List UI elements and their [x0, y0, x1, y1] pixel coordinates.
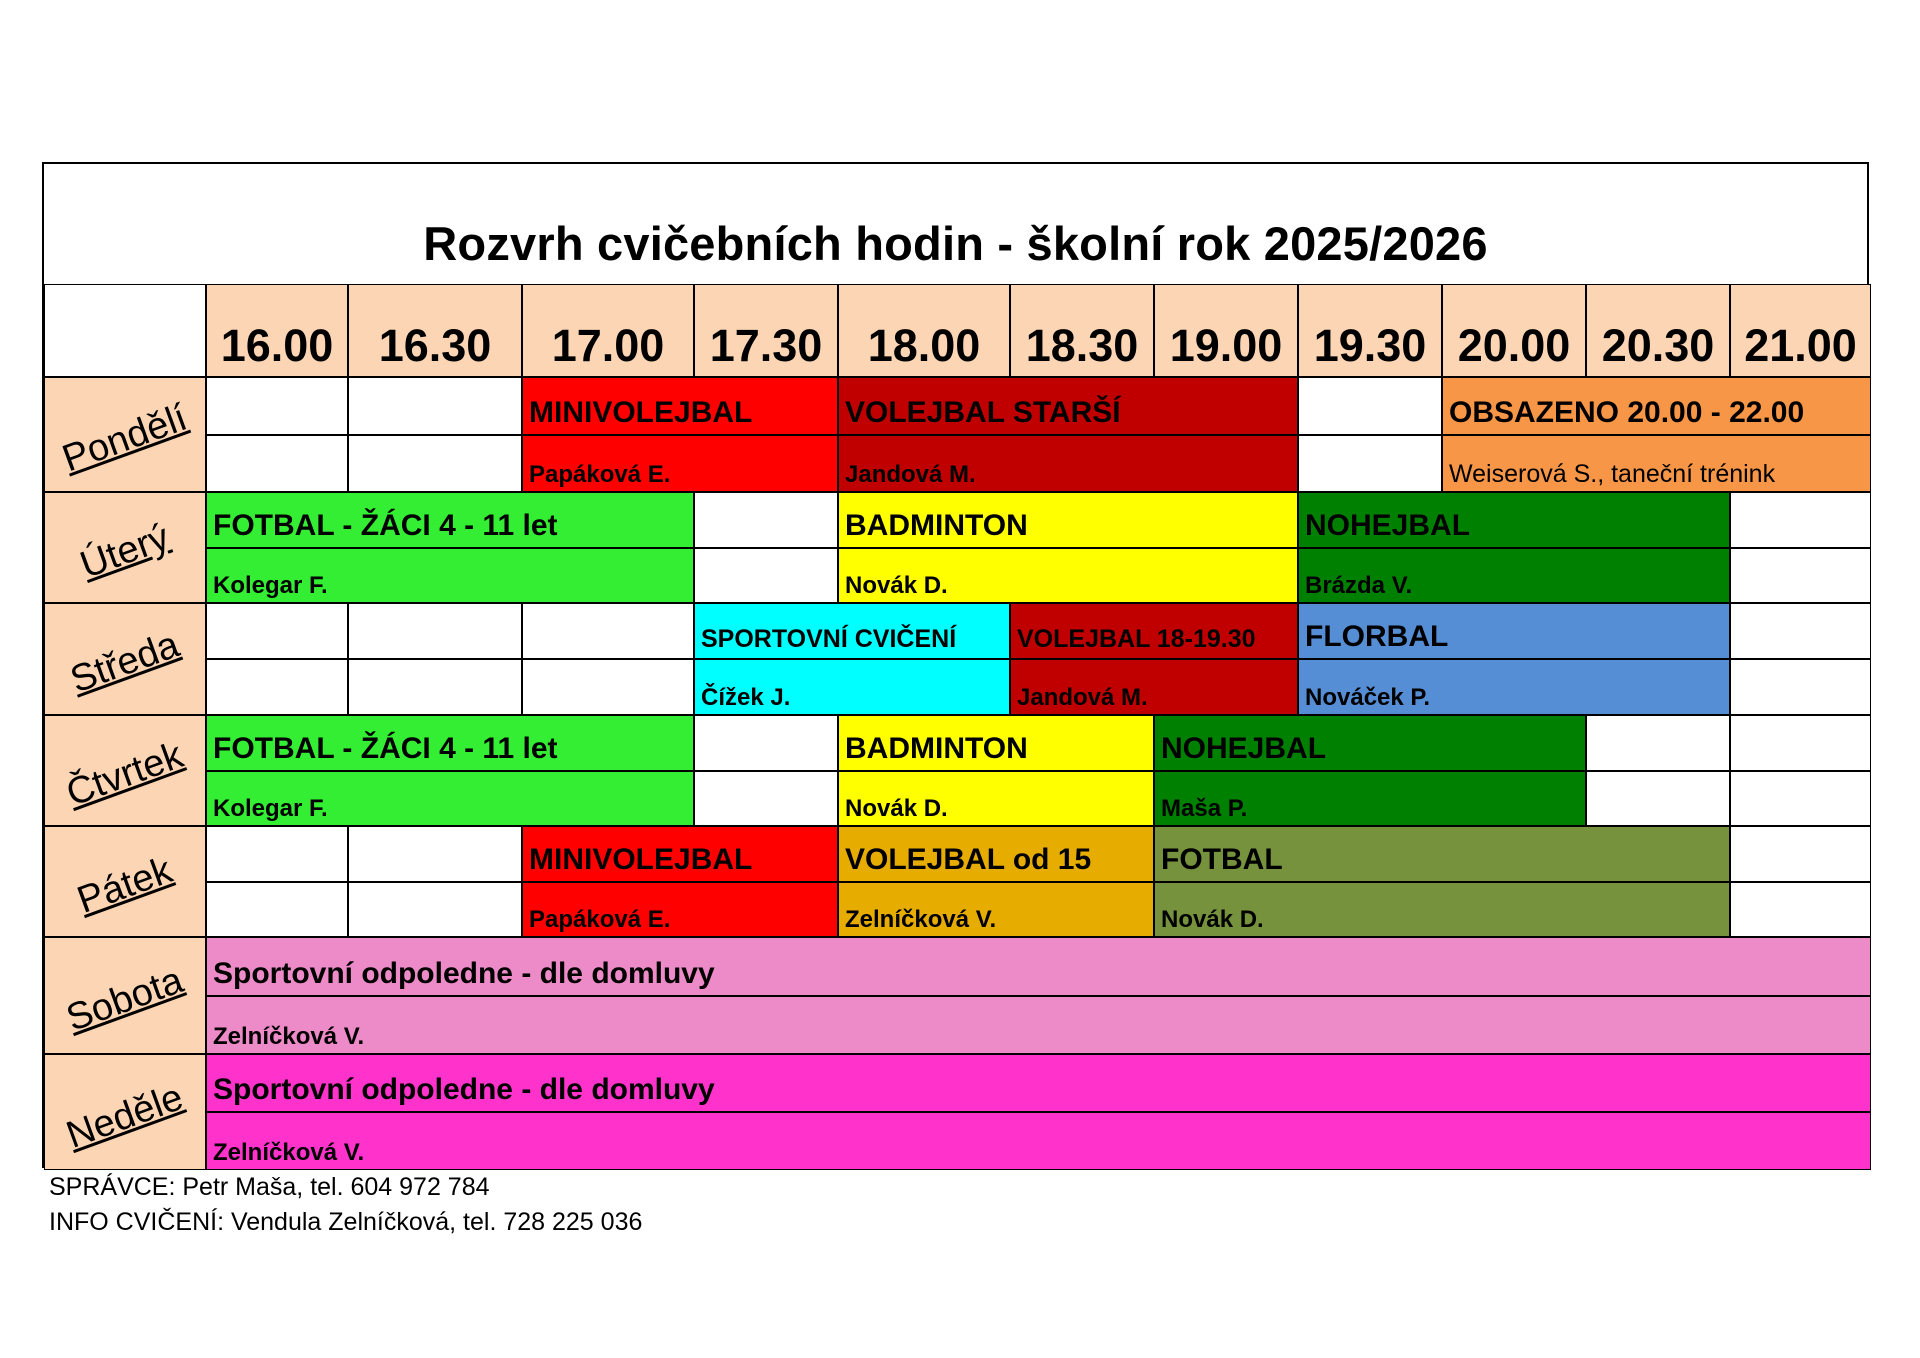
activity-name: Sportovní odpoledne - dle domluvy [206, 1054, 1871, 1112]
empty-slot [694, 771, 838, 826]
empty-slot [1298, 435, 1442, 492]
instructor-name: Čížek J. [694, 659, 1010, 715]
empty-slot [1586, 715, 1730, 771]
empty-slot [694, 492, 838, 548]
activity-name: FLORBAL [1298, 603, 1730, 659]
instructor-name: Weiserová S., taneční trénink [1442, 435, 1871, 492]
empty-slot [206, 435, 348, 492]
day-cell [44, 715, 206, 826]
day-label: Sobota [61, 959, 189, 1040]
activity-name: VOLEJBAL od 15 [838, 826, 1154, 882]
empty-slot [206, 882, 348, 937]
activity-name: BADMINTON [838, 492, 1298, 548]
instructor-name: Maša P. [1154, 771, 1586, 826]
instructor-name: Kolegar F. [206, 548, 694, 603]
activity-name: Sportovní odpoledne - dle domluvy [206, 937, 1871, 996]
empty-slot [348, 882, 522, 937]
day-cell [44, 492, 206, 603]
empty-slot [348, 826, 522, 882]
day-label: Čtvrtek [61, 734, 189, 815]
activity-name: OBSAZENO 20.00 - 22.00 [1442, 377, 1871, 435]
day-cell [44, 826, 206, 937]
empty-slot [1298, 377, 1442, 435]
empty-slot [694, 715, 838, 771]
instructor-name: Papáková E. [522, 882, 838, 937]
empty-slot [206, 377, 348, 435]
empty-slot [694, 548, 838, 603]
instructor-name: Zelníčková V. [206, 1112, 1871, 1170]
empty-slot [348, 659, 522, 715]
day-cell [44, 1054, 206, 1170]
footer-info: INFO CVIČENÍ: Vendula Zelníčková, tel. 728 225 036 [49, 1208, 643, 1236]
instructor-name: Zelníčková V. [838, 882, 1154, 937]
activity-name: FOTBAL - ŽÁCI 4 - 11 let [206, 492, 694, 548]
day-label: Středa [65, 624, 185, 702]
empty-slot [1730, 603, 1871, 659]
instructor-name: Novák D. [1154, 882, 1730, 937]
instructor-name: Jandová M. [1010, 659, 1298, 715]
hour-header: 21.00 [1730, 284, 1871, 377]
instructor-name: Zelníčková V. [206, 996, 1871, 1054]
hour-header: 17.30 [694, 284, 838, 377]
hour-header: 18.30 [1010, 284, 1154, 377]
activity-name: NOHEJBAL [1298, 492, 1730, 548]
hour-header: 20.00 [1442, 284, 1586, 377]
empty-slot [1730, 882, 1871, 937]
instructor-name: Novák D. [838, 771, 1154, 826]
empty-slot [206, 659, 348, 715]
activity-name: BADMINTON [838, 715, 1154, 771]
empty-slot [522, 659, 694, 715]
empty-slot [1730, 715, 1871, 771]
day-cell [44, 603, 206, 715]
empty-slot [1586, 771, 1730, 826]
instructor-name: Novák D. [838, 548, 1298, 603]
hour-header: 19.30 [1298, 284, 1442, 377]
empty-slot [206, 603, 348, 659]
empty-slot [348, 435, 522, 492]
activity-name: MINIVOLEJBAL [522, 377, 838, 435]
empty-slot [206, 826, 348, 882]
empty-slot [1730, 771, 1871, 826]
day-cell [44, 937, 206, 1054]
hour-header: 18.00 [838, 284, 1010, 377]
instructor-name: Kolegar F. [206, 771, 694, 826]
hour-header: 19.00 [1154, 284, 1298, 377]
instructor-name: Brázda V. [1298, 548, 1730, 603]
hour-header: 17.00 [522, 284, 694, 377]
empty-slot [348, 603, 522, 659]
day-label: Neděle [61, 1075, 189, 1157]
activity-name: FOTBAL [1154, 826, 1730, 882]
schedule-sheet [42, 162, 1869, 1168]
empty-slot [522, 603, 694, 659]
activity-name: VOLEJBAL STARŠÍ [838, 377, 1298, 435]
hour-header: 20.30 [1586, 284, 1730, 377]
activity-name: VOLEJBAL 18-19.30 [1010, 603, 1298, 659]
schedule-title: Rozvrh cvičebních hodin - školní rok 2025/2026 [423, 217, 1488, 270]
empty-slot [1730, 826, 1871, 882]
empty-slot [1730, 659, 1871, 715]
instructor-name: Nováček P. [1298, 659, 1730, 715]
activity-name: NOHEJBAL [1154, 715, 1586, 771]
hour-header: 16.30 [348, 284, 522, 377]
day-label: Pondělí [57, 396, 193, 481]
activity-name: SPORTOVNÍ CVIČENÍ [694, 603, 1010, 659]
activity-name: MINIVOLEJBAL [522, 826, 838, 882]
instructor-name: Papáková E. [522, 435, 838, 492]
day-label: Úterý [74, 516, 175, 587]
activity-name: FOTBAL - ŽÁCI 4 - 11 let [206, 715, 694, 771]
hour-header: 16.00 [206, 284, 348, 377]
footer-manager: SPRÁVCE: Petr Maša, tel. 604 972 784 [49, 1173, 490, 1201]
empty-slot [348, 377, 522, 435]
empty-slot [1730, 492, 1871, 548]
header-corner-cell [44, 284, 206, 377]
day-label: Pátek [71, 849, 178, 922]
instructor-name: Jandová M. [838, 435, 1298, 492]
day-cell [44, 377, 206, 492]
empty-slot [1730, 548, 1871, 603]
